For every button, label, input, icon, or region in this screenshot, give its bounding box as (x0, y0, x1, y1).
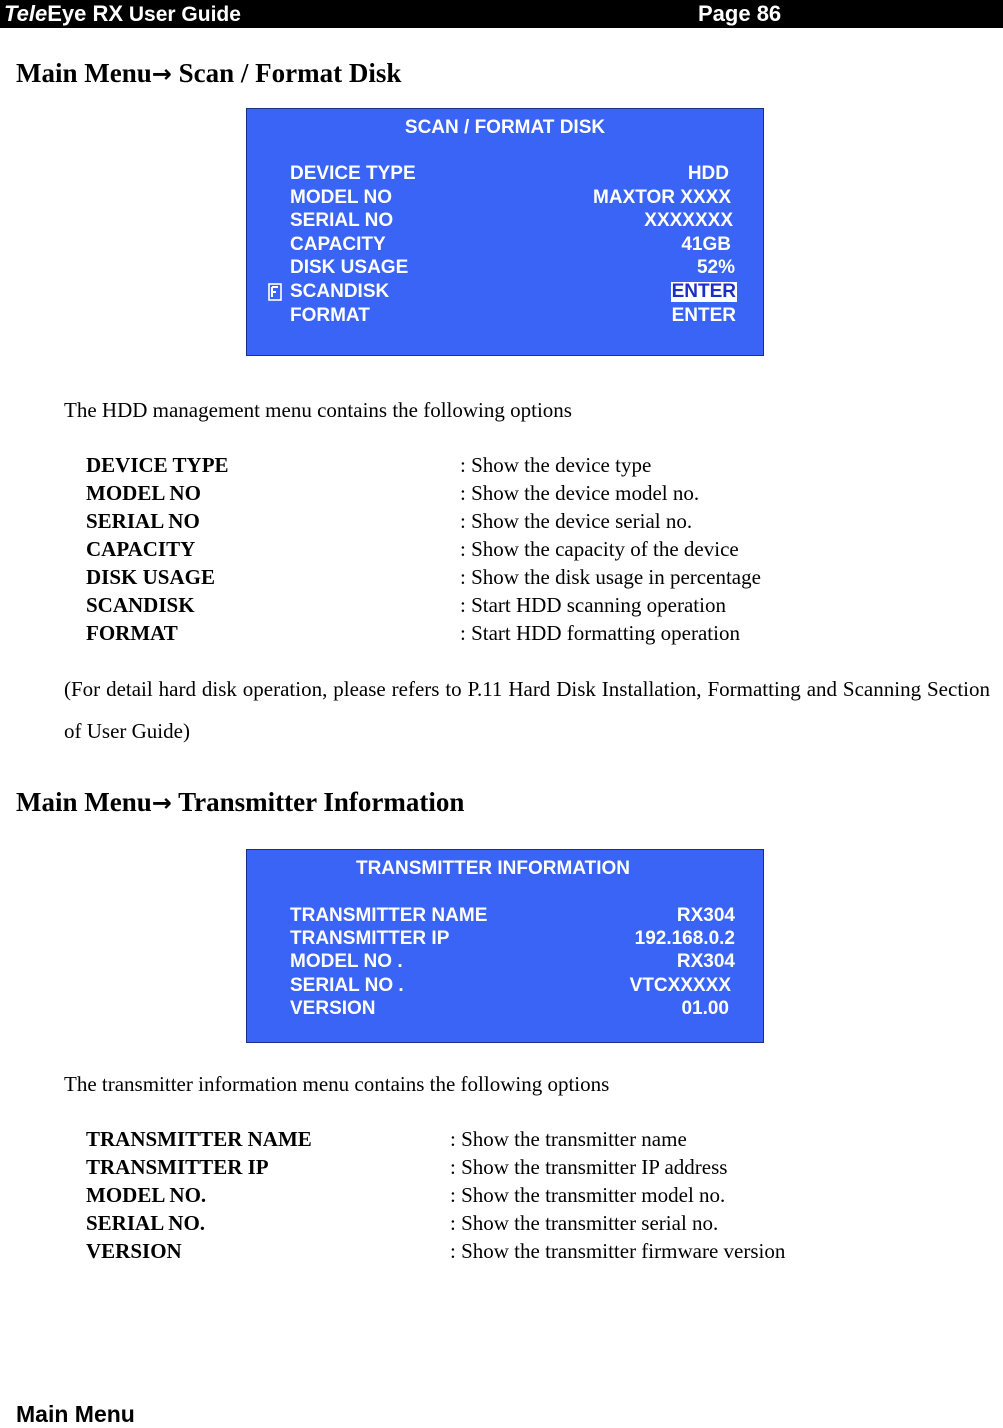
transmitter-info-osd-panel (246, 849, 764, 1043)
osd-row-serial-no: SERIAL NO XXXXXXX (290, 210, 733, 231)
page-number: Page 86 (698, 1, 782, 26)
osd-row-capacity: CAPACITY 41GB (290, 234, 731, 255)
osd-row-disk-usage: DISK USAGE 52% (290, 257, 735, 278)
osd-row-scandisk[interactable]: SCANDISK ENTER (290, 280, 737, 304)
transmitter-menu-intro: The transmitter information menu contains the following options (64, 1072, 610, 1096)
page-header (0, 0, 1003, 28)
osd-row-version: VERSION 01.00 (290, 998, 729, 1019)
pointer-hand-icon (268, 283, 282, 301)
scandisk-enter-button[interactable]: ENTER (671, 281, 736, 302)
hdd-menu-intro: The HDD management menu contains the following options (64, 398, 572, 422)
osd-row-model-no: MODEL NO . RX304 (290, 951, 735, 972)
osd-row-transmitter-ip: TRANSMITTER IP 192.168.0.2 (290, 928, 735, 949)
guide-title: TeleEye RX User Guide (4, 1, 241, 26)
right-arrow-icon: → (151, 60, 172, 88)
next-section-heading: Main Menu (16, 1401, 135, 1427)
osd-title: SCAN / FORMAT DISK (404, 117, 606, 138)
scan-format-osd-panel (246, 108, 764, 356)
osd-row-serial-no: SERIAL NO . VTCXXXXX (290, 975, 731, 996)
osd-title: TRANSMITTER INFORMATION (355, 858, 631, 879)
osd-row-device-type: DEVICE TYPE HDD (290, 163, 729, 184)
osd-row-transmitter-name: TRANSMITTER NAME RX304 (290, 905, 735, 926)
section-heading-transmitter-info: Main Menu→ Transmitter Information (16, 787, 465, 817)
format-enter-button[interactable]: ENTER (671, 305, 736, 326)
osd-row-format[interactable]: FORMAT ENTER (290, 305, 736, 326)
hard-disk-reference-note: (For detail hard disk operation, please refers to P.11 Hard Disk Installation, Formatting and Scanning Section of User Guide) (64, 677, 990, 743)
section-heading-scan-format: Main Menu→ Scan / Format Disk (16, 58, 402, 88)
right-arrow-icon: → (151, 789, 172, 817)
osd-row-model-no: MODEL NO MAXTOR XXXX (290, 187, 731, 208)
